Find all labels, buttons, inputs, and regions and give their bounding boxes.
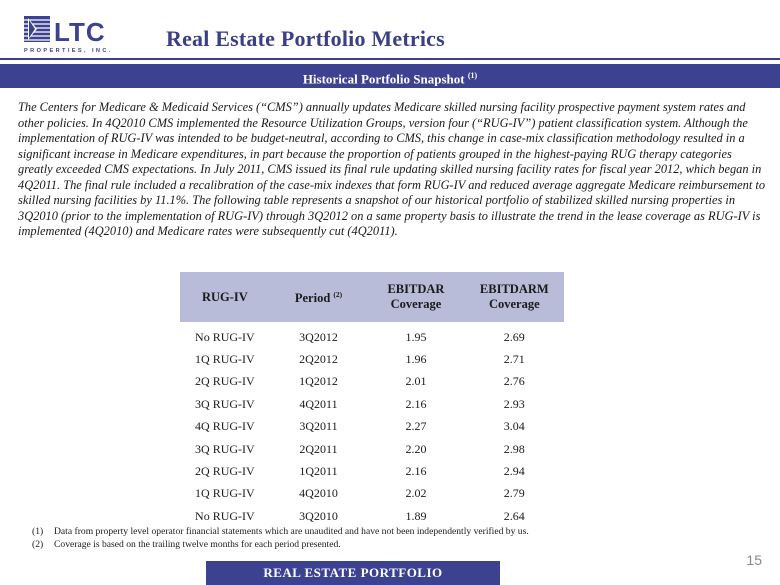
page-title: Real Estate Portfolio Metrics — [166, 26, 445, 51]
table-row — [180, 348, 564, 370]
cell-period: 1Q2012 — [299, 374, 338, 389]
cell-ebitdar: 2.20 — [405, 441, 427, 456]
footnote-text: Data from property level operator financial statements which are unaudited and have not been independently verified by us. — [54, 526, 529, 537]
footnotes — [32, 525, 732, 551]
cell-period: 1Q2011 — [299, 464, 338, 479]
header-ebitdarm-line1: EBITDARM — [479, 282, 549, 296]
table-row — [180, 438, 564, 460]
ltc-logo-mark — [24, 16, 50, 42]
table-row — [180, 460, 564, 482]
header-rug-iv: RUG-IV — [201, 289, 248, 304]
cell-ebitdar: 2.27 — [405, 419, 427, 434]
cell-rug-iv: 2Q RUG-IV — [195, 464, 255, 479]
footnote-number: (1) — [32, 526, 44, 537]
cell-ebitdarm: 2.94 — [503, 464, 525, 479]
footnote-item — [32, 538, 732, 551]
cell-period: 3Q2012 — [299, 329, 338, 344]
header-ebitdar-coverage — [367, 272, 464, 322]
cell-rug-iv: 1Q RUG-IV — [195, 352, 255, 367]
coverage-table-body — [180, 322, 564, 528]
cell-rug-iv: No RUG-IV — [195, 329, 255, 344]
cell-ebitdar: 1.96 — [405, 352, 427, 367]
ltc-logo-tagline: PROPERTIES, INC. — [24, 48, 113, 54]
cell-period: 3Q2010 — [299, 508, 338, 523]
header-ebitdar-line1: EBITDAR — [387, 282, 445, 296]
ltc-logo-letters: LTC — [54, 17, 106, 47]
ltc-logo — [24, 14, 136, 54]
cell-ebitdarm: 2.64 — [503, 508, 525, 523]
cell-ebitdar: 2.02 — [405, 486, 427, 501]
title-divider — [0, 58, 780, 60]
cell-period: 4Q2010 — [299, 486, 338, 501]
table-row — [180, 483, 564, 505]
header-period-label: Period — [294, 291, 331, 306]
table-row — [180, 322, 564, 348]
cell-ebitdar: 1.89 — [405, 508, 427, 523]
footnote-text: Coverage is based on the trailing twelve months for each period presented. — [54, 539, 341, 550]
page-number: 15 — [746, 552, 762, 568]
intro-paragraph: The Centers for Medicare & Medicaid Services (“CMS”) annually updates Medicare skilled nursing facility prospective payment system rates and other policies. In 4Q2010 CMS implemented the Resource Utilization Groups, version four (“RUG-IV”) patient classification system. Although the implementation of RUG-IV was intended to be budget-neutral, according to CMS, this change in case-mix classification methodology resulted in a significant increase in Medicare expenditures, in part because the proportion of patients grouped in the highest-paying RUG therapy categories greatly exceeded CMS expectations. In July 2011, CMS issued its final rule updating skilled nursing facility rates for fiscal year 2012, which began in 4Q2011. The final rule included a recalibration of the case-mix indexes that form RUG-IV and reduced average aggregate Medicare reimbursement to skilled nursing facilities by 11.1%. The following table represents a snapshot of our historical portfolio of stabilized skilled nursing properties in 3Q2010 (prior to the implementation of RUG-IV) through 3Q2012 on a same property basis to illustrate the trend in the lease coverage as RUG-IV is implemented (4Q2010) and Medicare rates were subsequently cut (4Q2011). — [18, 100, 766, 238]
cell-ebitdarm: 2.76 — [503, 374, 525, 389]
table-row — [180, 416, 564, 438]
section-banner — [0, 64, 780, 88]
header-period — [270, 272, 368, 322]
cell-ebitdar: 2.16 — [405, 396, 427, 411]
cell-ebitdarm: 2.69 — [503, 329, 525, 344]
table-row — [180, 393, 564, 415]
cell-rug-iv: No RUG-IV — [195, 508, 255, 523]
header-period-footnote-ref: (2) — [333, 290, 343, 300]
cell-ebitdarm: 3.04 — [503, 419, 525, 434]
cell-ebitdarm: 2.93 — [503, 396, 525, 411]
header-ebitdar-line2: Coverage — [390, 297, 442, 311]
cell-ebitdarm: 2.71 — [503, 352, 525, 367]
cell-rug-iv: 3Q RUG-IV — [195, 396, 255, 411]
coverage-table — [180, 272, 564, 528]
cell-period: 2Q2012 — [299, 352, 338, 367]
footnote-item — [32, 525, 732, 538]
coverage-table-header — [180, 272, 564, 322]
table-row — [180, 371, 564, 393]
footnote-number: (2) — [32, 539, 44, 550]
table-header-row — [180, 272, 564, 322]
cell-rug-iv: 2Q RUG-IV — [195, 374, 255, 389]
cell-ebitdar: 2.01 — [405, 374, 427, 389]
section-banner-footnote-ref: (1) — [467, 71, 478, 80]
footer-section-label: REAL ESTATE PORTFOLIO — [206, 561, 500, 585]
cell-ebitdar: 1.95 — [405, 329, 427, 344]
cell-rug-iv: 1Q RUG-IV — [195, 486, 255, 501]
cell-rug-iv: 3Q RUG-IV — [195, 441, 255, 456]
cell-ebitdarm: 2.79 — [503, 486, 525, 501]
header-ebitdarm-coverage — [465, 272, 564, 322]
cell-ebitdarm: 2.98 — [503, 441, 525, 456]
header-ebitdarm-line2: Coverage — [488, 297, 540, 311]
cell-rug-iv: 4Q RUG-IV — [195, 419, 255, 434]
cell-period: 4Q2011 — [299, 396, 338, 411]
cell-period: 2Q2011 — [299, 441, 338, 456]
section-banner-label: Historical Portfolio Snapshot — [302, 71, 465, 87]
cell-ebitdar: 2.16 — [405, 464, 427, 479]
cell-period: 3Q2011 — [299, 419, 338, 434]
